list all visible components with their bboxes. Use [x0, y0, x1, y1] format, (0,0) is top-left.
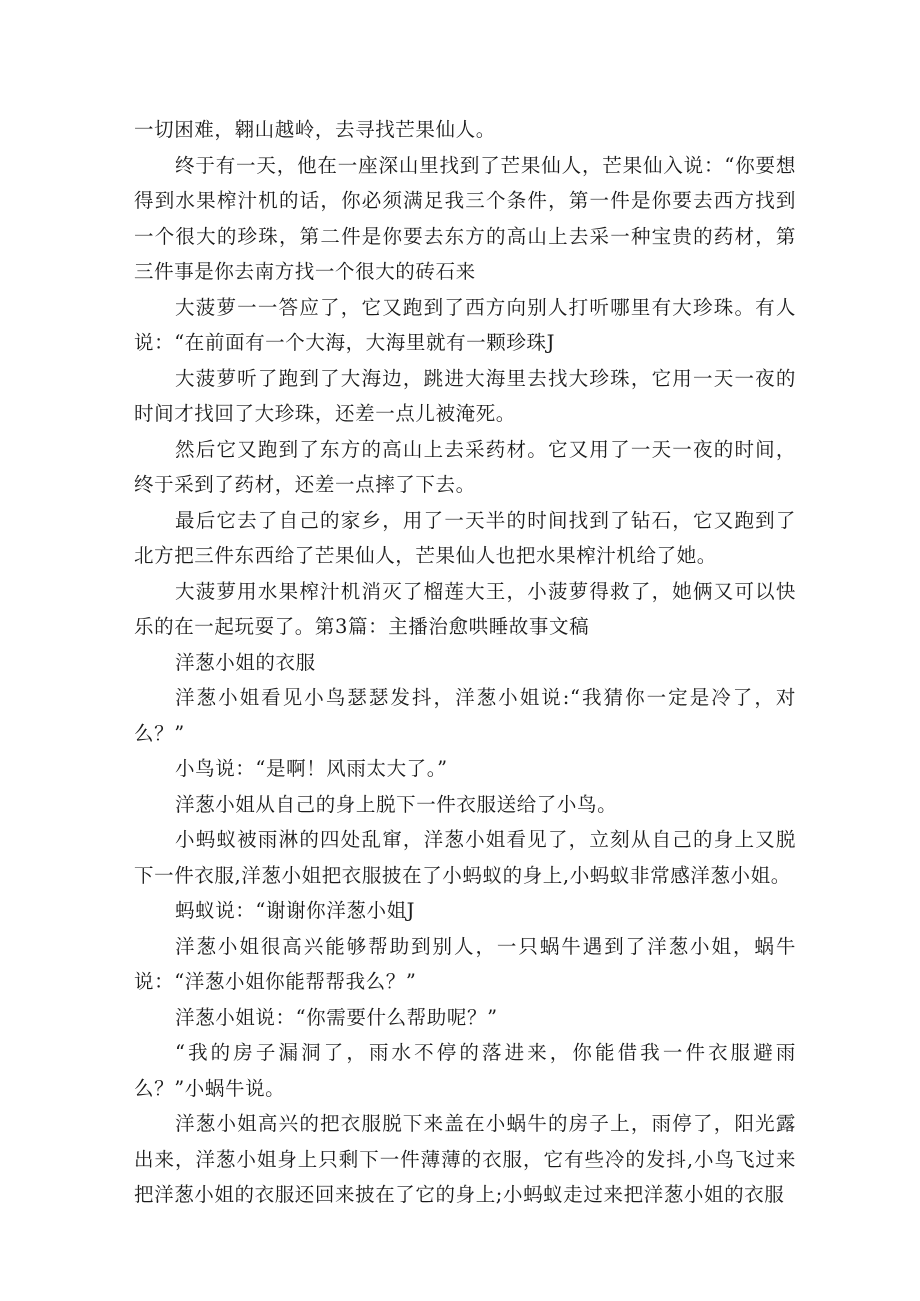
paragraph: 洋葱小姐很高兴能够帮助到别人，一只蜗牛遇到了洋葱小姐，蜗牛说：“洋葱小姐你能帮帮我么？” — [134, 934, 796, 993]
document-body — [134, 112, 796, 1213]
paragraph: 一切困难，翱山越岭，去寻找芒果仙人。 — [134, 118, 496, 141]
paragraph: 然后它又跑到了东方的高山上去采药材。它又用了一天一夜的时间，终于采到了药材，还差一点摔了下去。 — [134, 437, 796, 496]
paragraph: 洋葱小姐从自己的身上脱下一件衣服送给了小鸟。 — [175, 792, 618, 816]
paragraph: 小鸟说：“是啊！风雨太大了。” — [175, 757, 448, 780]
paragraph: 蚂蚁说：“谢谢你洋葱小姐J — [175, 899, 416, 922]
paragraph: 洋葱小姐高兴的把衣服脱下来盖在小蜗牛的房子上，雨停了，阳光露出来，洋葱小姐身上只剩下一件薄薄的衣服，它有些冷的发抖,小鸟飞过来把洋葱小姐的衣服还回来披在了它的身上;小蚂蚁走过来把洋葱小姐的衣服 — [134, 1112, 796, 1206]
paragraph: “我的房子漏洞了，雨水不停的落进来，你能借我一件衣服避雨么？”小蜗牛说。 — [134, 1041, 796, 1100]
paragraph: 终于有一天，他在一座深山里找到了芒果仙人，芒果仙入说：“你要想得到水果榨汁机的话，你必须满足我三个条件，第一件是你要去西方找到一个很大的珍珠，第二件是你要去东方的高山上去采一种宝贵的药材，第三件事是你去南方找一个很大的砖石来 — [134, 153, 796, 283]
paragraph: 最后它去了自己的家乡，用了一天半的时间找到了钻石，它又跑到了北方把三件东西给了芒果仙人，芒果仙人也把水果榨汁机给了她。 — [134, 508, 796, 567]
paragraph: 小蚂蚁被雨淋的四处乱窜，洋葱小姐看见了，立刻从自己的身上又脱下一件衣服,洋葱小姐把衣服披在了小蚂蚁的身上,小蚂蚁非常感洋葱小姐。 — [134, 828, 796, 887]
paragraph: 大菠萝用水果榨汁机消灭了榴莲大王，小菠萝得救了，她俩又可以快乐的在一起玩耍了。第3篇：主播治愈哄睡故事文稿 — [134, 579, 796, 638]
paragraph: 大菠萝一一答应了，它又跑到了西方向别人打听哪里有大珍珠。有人说：“在前面有一个大海，大海里就有一颗珍珠J — [134, 295, 796, 354]
paragraph: 大菠萝听了跑到了大海边，跳进大海里去找大珍珠，它用一天一夜的时间才找回了大珍珠，还差一点儿被淹死。 — [134, 366, 796, 425]
paragraph: 洋葱小姐的衣服 — [175, 650, 316, 674]
paragraph: 洋葱小姐说：“你需要什么帮助呢？” — [175, 1005, 498, 1029]
paragraph: 洋葱小姐看见小鸟瑟瑟发抖，洋葱小姐说:“我猜你一定是冷了，对么？” — [134, 686, 796, 745]
